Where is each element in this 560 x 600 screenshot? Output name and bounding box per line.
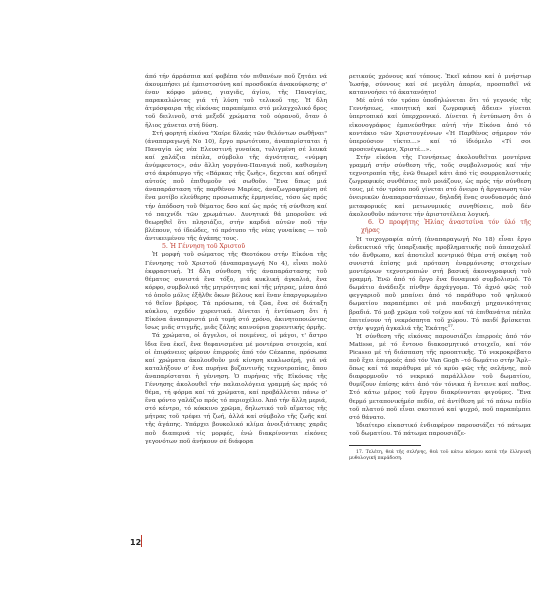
right-column (349, 73, 531, 462)
paragraph: Μέ αὐτό τόν τρόπο ὑποδηλώνεται ὅτι τό γεγονός τῆς Γεννήσεως, «ποιητική καί ζωγραφική ἄδεια» γίνεται ὑπερτοπικό καί ὑπερχρονικό. Δίνεται ἡ ἐντύπωση ὅτι ὁ εἰκονογράφος ἐμπνεύσθηκε αὐτή τήν Εἰκόνα ἀπό τό κοντάκιο τῶν Χριστουγέννων «Ἡ Παρθένος σήμερον τόν ὑπερούσιον τίκτει...» καί τό ἰδιόμελο «Τί σοι προσενέγκωμεν, Χριστέ...». (349, 98, 531, 153)
page-number-accent (141, 535, 142, 547)
paragraph: Ἡ σύνθεση τῆς εἰκόνας παρουσιάζει ἐπιρροές ἀπό τόν Matisse, μέ τό ἔντονο διακοσμητικό στοιχεῖο, καί τόν Picasso μέ τή διάσπαση τῆς προοπτικῆς. Τό νεκροκρέβατο ποῦ ἔχει ἐπιρροές ἀπό τόν Van Gogh –τό δωμάτιο στήν Ἄρλ– ὅπως καί τά παράθυρα μέ τό κρύο φῶς τῆς σελήνης, ποῦ διαφορμνοῦν τό νεκρικό παράλλλον τοῦ δωματίου, θυμίζουν ἐπίσης κάτι ἀπό τόν τόνικα ἡ ἔντεινε καί παθος. Στό κάτω μέρος τοῦ ἔργου διακρίνονται φιγούρες. Ἕνα θερμό μεταπονικήμέσ πεδίο, σέ ἀντίθεση μέ τό πάνω πεδίο τοῦ πλατού ποῦ εἶναι σκοτεινό καί ψυχρό, ποῦ παραπέμπει στό θάνατο. (349, 333, 531, 421)
paragraph: Ἡ τοιχογραφία αὐτή (ἀναπαραγωγή Νο 18) εἶναι ἔργο ἐνδεικτικό τῆς ὑπαρξιακῆς προβληματικῆς ποῦ ἀπασχολεῖ τόν ἄνθρωπο, καί ἀποτελεῖ κεντρικό θέμα στή σκέψη τοῦ συνιστά ἐπίσης μιά πρόταση ἐναρμόνισης στοιχείων μοντέρνων τεχνοτροπιών στή βασική ἀκονογραφική τοῦ γραμμή. Ἐνῶ ἀπό τό ἔργο ἕνα δυναμικό συμβολισμό. Τό δωμάτιο ἀνάδειξε πίνθην ἀρχάγγομα. Τό ἀχνό φῶς τοῦ φεγγαριοῦ ποῦ μπαίνει ἀπό τό παράθυρο τοῦ ψηλικού δωματίου παραπέμπει σέ μιά πανδαιχή μηχανικότητας βραδιά. Τό μοβ χρῶμα τοῦ τοίχου καί τά ἐπιθανάτια πέπλα ἐπιτείνουν τή νεκρόσπητα τοῦ χώρου. Τό παιδί βρίσκεται στήν ψυχρή ἀγκαλιά τῆς Ἐκάτης$^{17}$. (349, 236, 531, 332)
paragraph: άπό τήν άρράσπια καί φοβέπα τόν πιθανέων ποῦ ζητάει νά άκουμπήσει μέ έμπιστοσύνη καί προσδοκία άνακούφισης σ' έναν κόρφο μάνας, γιαγιᾶς, άγίου, τῆς Παναγίας, παρακαλώντας γιά τή λύση τοῦ τελικοῦ της. Ἡ δλη ἀτμόσφαιρα τῆς εἰκόνας παραπέμπει στό μελαγχολικό δρος τοῦ δειλινοῦ, στά μεξεδί χρώματα τοῦ ούρανοῦ, ὅταν ὁ ἥλιος χάνεται στή δύση. (145, 74, 327, 129)
paragraph: ρετικούς χρόνους καί τόπους. Ἐκεῖ κάπου καί ὁ μνήστωρ Ἰωσήφ, σύννους καί σέ μεγάλη ἀπορία, προσπαθεῖ νά καταννοήσει τό ἀκατανόητο! (349, 74, 531, 97)
paragraph: Τά χρώματα, οἱ ἄγγελοι, οἱ ποιμένες, οἱ μάγοι, τ' ἄστρο ἴδια ἕνα ἐκεῖ, ἕνα θεφανισμένα μέ μοντέρνα στοιχεία, καί οἱ ἐπιφάνειες φέρουν ἐπιρροές ἀπό τόν Cézanne, πρόσωπα καί χρώματα ἀκολουθοῦν μιά κίνηση κυκλωσέρή, γιά νά καταλήξουν σ' ἕνα πυρήνα βυζαντινῆς τεχνοτροπίας, ὅπου ἀναπαρίσταται ἡ γέννηση. Ὁ πυρήνας τῆς Εἰκόνας τῆς Γέννησης ἀκολουθεῖ τήν παλαιολόγεια γραμμή ὡς πρός τό θέμα, τή φόρμα καί τά χρώματα, καί προβάλλεται πάνω σ' ἕνα φόντο γαλάζιο πρός τό περιοχέλιο. Ἀπό τήν ἄλλη μεριά, στό κέντρο, τό κόκκινο χρῶμα, δηλωτικό τοῦ αἵματος τῆς μήτρας τοῦ τρέφει τή ζωή, ἀλλά καί σύμβολο τῆς ζωῆς καί τῆς ἀγάπης. Υπάρχει βουκολικό κλίμα ἀνοιξιάτικης χαρᾶς ποῦ διαπερνά τίς μορφές, ἐνώ διακρίνονται εἰκόνες γεγονότων ποῦ ἀνήκουν σέ διάφορα (145, 333, 327, 445)
paragraph: Ἡ μορφή τοῦ σώματος τῆς Θεοτόκου στήν Εἰκόνα τῆς Γέννησης τοῦ Χριστοῦ (άναπαραγωγή Νο 4), εἶναι πολύ ἐκφραστική. Ἡ δλη σύνθεση τῆς άναπαράστασης τοῦ θέματος συνιστά ἕνα τόξο, μιά κυκλική άγκαλιά, ἕνα κόρφο, συμβολικό τῆς μητρότητας καί τῆς μήτρας, μέσα ἀπό τό ὁποῖο μόλις ἐξῆλθε ὅκων βέλους καί ἕναν ἐπαργυρωμένο τό θεῖον βρέφος. Τά πρόσωπα, τά ζῶα, ἕνα σέ διάταξη κύκλου, σχεδόν χορευτικά. Δίνεται ἡ ἐντύπωση ὅτι ἡ Εἰκόνα ἀναπαριστά μιά τομή στό χρόνο, ἀκινητοποιώντας ἴσως μιᾶς στιγμῆς, μιᾶς ζάλης καινούρια χορευτικής όρμῆς. (145, 252, 327, 332)
section-heading: 6. Ὁ προφήτης Ἠλίας ἀναστσίνα τόν ύλό τῆς χήρας (361, 218, 531, 235)
paragraph: Ἰδιαίτερο εἰκαστικό ἐνδιαφέρον παρουσιάζει τό πάτωμα τοῦ δωματίου. Τό πάτωμα παρουσιάζε- (349, 422, 531, 437)
footnote-marker[interactable]: 17 (447, 322, 453, 328)
footnote: 17. Τελέτη, θεά τῆς σελήνης, θεά τοῦ κάτω κόσμου κατά τήν ἑλληνική μυθολογική παράδοση. (349, 450, 531, 462)
page-number: 12 (130, 538, 142, 547)
paragraph: Στήν εἰκόνα τῆς Γεννήσεως ἀκολουθεῖται μοντέρνα γραμμή στήν σύνθεση τῆς, τοῦς συμβολισμούς καί τήν τεχνοτροπία τῆς, ἐνῶ θεωρεῖ κάτι ἀπό τίς σουρρεαλιστικές ζωγραφικές συνθέσεις ποῦ μοιάζουν, ὡς πρός τήν σύνθεση τους, μέ τόν τρόπο ποῦ γίνεται στό ὄνειρο ἡ ἄργανωση τῶν ὀνειρικῶν ἀναπαραστάσεων, δηλαδή ἕνας συνδυασμός ἀπό μεταφορικές καί μετωνυμικές συνηθίσεις, ποῦ δέν ἀκολουθοῦν πάντοτε τήν ἀριστοτέλεια λογική. (349, 154, 531, 218)
paragraph: Στή φορητή εἰκόνα "Χαίρε δλαάς τῶν θελόντων σωθῆναι" (άναπαραγωγή Νο 10), ἔργο πρωτότυπο, άναπαρίσταται ἡ Παναγία ὡς νέα Ελευστινή γυναίκα, τυλιγμένη σέ λευκά καί χαλάζια πέπλα, σύμβολο τῆς άγνότητας, «νύμφη ἀνύμφευτος», σάν ἄλλη γοργόνα-Παναγιά ποῦ, καθισμένη στό άκρόπυργο τῆς «Βάρκας τῆς ζωῆς», δεχεται καί οδηγεῖ αὐτούς ποῦ ἐπιθυμοῦν νά σωθοῦν. Ἕνα δπως μιά άναπαράσταση τῆς παρθένου Μαρίας, άναζωγραφημένη σέ ἕνα μοτίβο ελεύθερης προσωπικῆς ἑρμηνείας, τόσο ὡς πρός τήν ἀπόδοση τοῦ θέματος δσο καί ὡς πρός τή σύνθεση καί τό παιχνίδι τῶν χρωμάτων. Δυνητικά θά μποροῦσε νά θεωρηθεῖ ὅτι πλησιάζει, στήν καρδιά αὐτῶν ποῦ τήν βλέπουν, τό ίδεώδες, τό πρότυπο τῆς νέας γυναίκας — τοῦ ἀντικειμένου τῆς ἀγάπης τους. (145, 130, 327, 242)
paragraph-text: Ἡ τοιχογραφία αὐτή (ἀναπαραγωγή Νο 18) εἶναι ἔργο ἐνδεικτικό τῆς ὑπαρξιακῆς προβληματικῆς ποῦ ἀπασχολεῖ τόν ἄνθρωπο, καί ἀποτελεῖ κεντρικό θέμα στή σκέψη τοῦ συνιστά ἐπίσης μιά πρόταση ἐναρμόνισης στοιχείων μοντέρνων τεχνοτροπιών στή βασική ἀκονογραφική τοῦ γραμμή. Ἐνῶ ἀπό τό ἔργο ἕνα δυναμικό συμβολισμό. Τό δωμάτιο ἀνάδειξε πίνθην ἀρχάγγομα. Τό ἀχνό φῶς τοῦ φεγγαριοῦ ποῦ μπαίνει ἀπό τό παράθυρο τοῦ ψηλικού δωματίου παραπέμπει σέ μιά πανδαιχή μηχανικότητας βραδιά. Τό μοβ χρῶμα τοῦ τοίχου καί τά ἐπιθανάτια πέπλα ἐπιτείνουν τή νεκρόσπητα τοῦ χώρου. Τό παιδί βρίσκεται στήν ψυχρή ἀγκαλιά τῆς Ἐκάτης (349, 236, 531, 332)
section-heading: 5. Ἡ Γέννηση τοῦ Χριστοῦ (162, 242, 246, 250)
footnote-divider (349, 445, 421, 446)
left-column (145, 73, 327, 446)
